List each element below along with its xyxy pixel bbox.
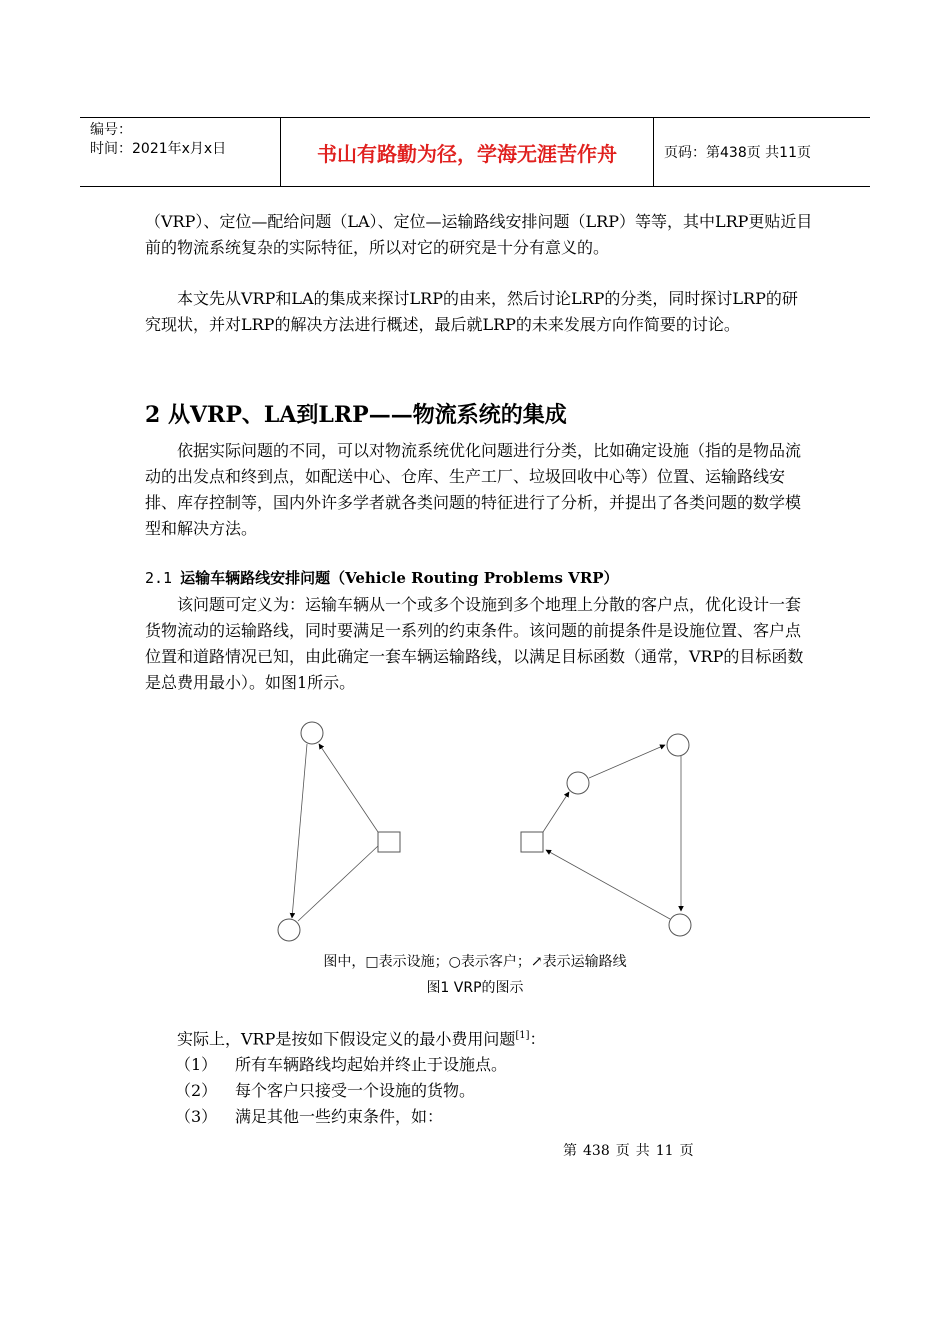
route-arrow: [546, 850, 670, 919]
paragraph-2: 本文先从VRP和LA的集成来探讨LRP的由来，然后讨论LRP的分类，同时探讨LRP的研究现状，并对LRP的解决方法进行概述，最后就LRP的未来发展方向作简要的讨论。: [145, 289, 798, 334]
footer-di: 第: [563, 1143, 577, 1159]
footer-total-pages: 11: [655, 1143, 674, 1159]
list-marker: （2）: [175, 1081, 218, 1100]
vrp-diagram: [260, 718, 710, 948]
figure-legend: 图中，□表示设施；○表示客户；↗表示运输路线: [323, 954, 627, 970]
paragraph-5: [177, 1023, 817, 1052]
paragraph-1: （VRP）、定位—配给问题（LA）、定位—运输路线安排问题（LRP）等等，其中LRP更贴近目前的物流系统复杂的实际特征，所以对它的研究是十分有意义的。: [145, 212, 813, 257]
page-footer: [563, 1140, 700, 1160]
list-text: 所有车辆路线均起始并终止于设施点。: [235, 1055, 508, 1074]
section-2-1-number: 2.1: [145, 569, 173, 587]
time-label: 时间：2021年x月x日: [90, 141, 227, 157]
header-page-label: 页码：第438页 共11页: [664, 145, 811, 161]
list-item: [175, 1078, 507, 1104]
paragraph-5-text: 实际上，VRP是按如下假设定义的最小费用问题: [177, 1029, 516, 1049]
header-motto: 书山有路勤为径，学海无涯苦作舟: [281, 118, 654, 186]
list-text: 满足其他一些约束条件，如：: [235, 1107, 444, 1126]
page-header-table: [80, 117, 870, 187]
list-item: [175, 1052, 507, 1078]
list-text: 每个客户只接受一个设施的货物。: [235, 1081, 476, 1100]
customer-node: [669, 914, 691, 936]
citation-ref: [1]: [515, 1030, 530, 1041]
footer-ye: 页: [615, 1143, 630, 1159]
figure-caption: 图1 VRP的图示: [426, 980, 524, 996]
customer-node: [567, 772, 589, 794]
section-2-1-heading: [145, 567, 619, 588]
facility-node: [378, 832, 400, 852]
paragraph-3: 依据实际问题的不同，可以对物流系统优化问题进行分类，比如确定设施（指的是物品流动的出发点和终到点，如配送中心、仓库、生产工厂、垃圾回收中心等）位置、运输路线安排、库存控制等，国内外许多学者就各类问题的特征进行了分析，并提出了各类问题的数学模型和解决方法。: [145, 441, 802, 538]
facility-node: [521, 832, 543, 852]
route-arrow: [589, 745, 665, 778]
customer-node: [301, 722, 323, 744]
section-2-heading: 2 从VRP、LA到LRP——物流系统的集成: [145, 402, 567, 428]
paragraph-4: 该问题可定义为：运输车辆从一个或多个设施到多个地理上分散的客户点，优化设计一套货物流动的运输路线，同时要满足一系列的约束条件。该问题的前提条件是设施位置、客户点位置和道路情况已知，由此确定一套车辆运输路线，以满足目标函数（通常，VRP的目标函数是总费用最小）。如图1所示。: [145, 595, 804, 692]
number-label: 编号：: [90, 122, 132, 138]
customer-node: [667, 734, 689, 756]
footer-ye-2: 页: [679, 1143, 694, 1159]
footer-gong: 共: [635, 1143, 650, 1159]
route-arrow: [543, 792, 569, 832]
paragraph-5-end: ：: [529, 1029, 546, 1049]
customer-node: [278, 919, 300, 941]
section-2-1-title: 运输车辆路线安排问题（Vehicle Routing Problems VRP）: [180, 569, 619, 587]
route-arrow: [319, 744, 378, 832]
assumption-list: [175, 1052, 507, 1130]
route-arrow: [292, 744, 307, 918]
footer-page-number: 438: [583, 1143, 610, 1159]
route-arrow: [298, 846, 378, 921]
header-meta: [80, 118, 281, 186]
list-item: [175, 1104, 507, 1130]
list-marker: （1）: [175, 1055, 218, 1074]
list-marker: （3）: [175, 1107, 218, 1126]
